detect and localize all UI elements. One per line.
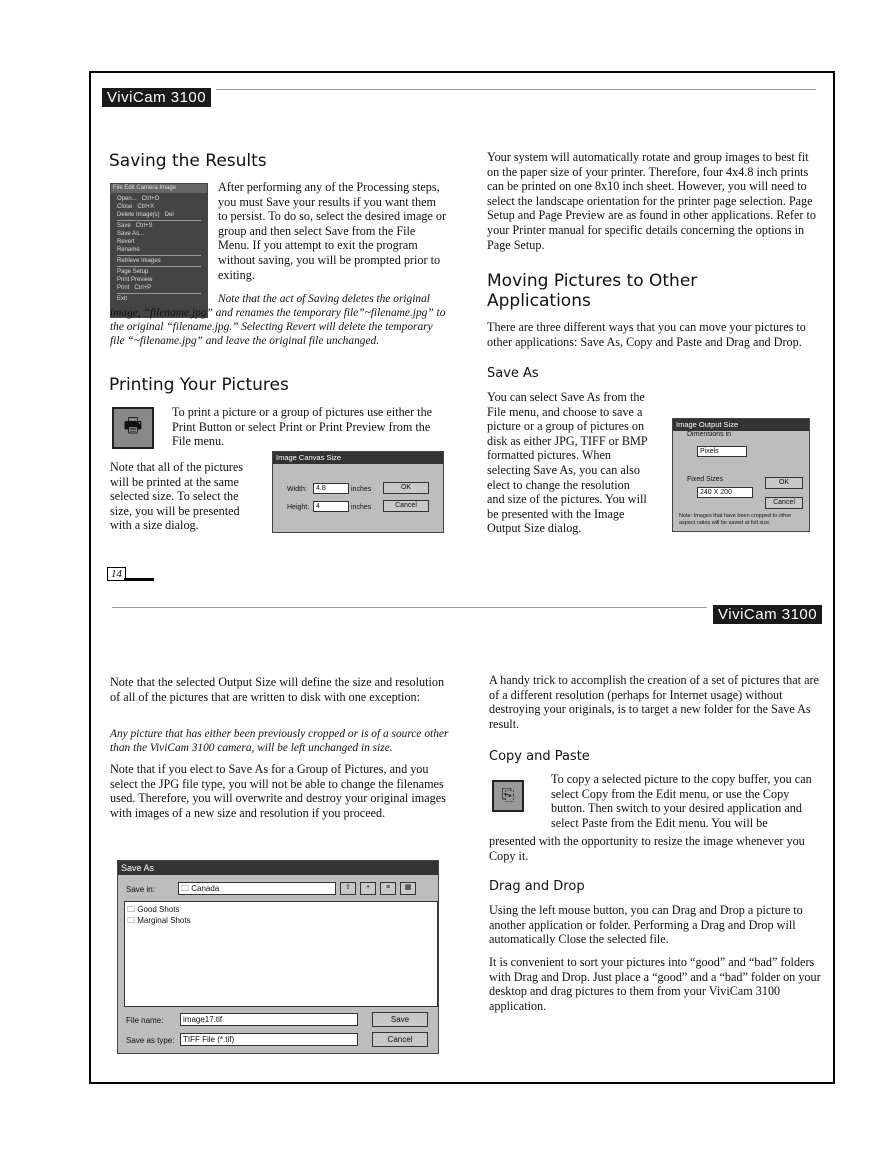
- list-item[interactable]: 🗀 Marginal Shots: [127, 916, 191, 925]
- new-folder-button[interactable]: +: [360, 882, 376, 895]
- save-type-select[interactable]: TIFF File (*.tif): [180, 1033, 358, 1046]
- output-cancel-button[interactable]: Cancel: [765, 497, 803, 509]
- saveas-text: You can select Save As from the File menu, and choose to save a picture or a group of pictures on disk as either JPG, TIFF or BMP formatted pictures. When selecting Save As, you can also elect to change the resolution and size of the pictures. You will be presented with the Image Output Size dialog.: [487, 390, 648, 536]
- image-canvas-size-dialog: [272, 451, 444, 533]
- moving-heading-2: Applications: [487, 291, 591, 311]
- menu-item[interactable]: Retrieve Images: [117, 258, 161, 264]
- width-input[interactable]: 4.8: [313, 483, 349, 494]
- canvas-ok-button[interactable]: OK: [383, 482, 429, 494]
- height-input[interactable]: 4: [313, 501, 349, 512]
- menu-item[interactable]: Exit: [117, 296, 128, 302]
- copy-text-1: To copy a selected picture to the copy buffer, you can select Copy from the Edit menu, or use the Copy button. Then switch to your desired application and select Paste from the Edit menu. You will be: [551, 772, 812, 830]
- brand-logo-bottom: ViviCam 3100: [713, 605, 822, 624]
- height-unit: inches: [351, 504, 372, 511]
- saveas-heading: Save As: [487, 366, 539, 381]
- height-label: Height:: [287, 504, 310, 511]
- moving-text: There are three different ways that you can move your pictures to other applications: Save As, Copy and Paste and Drag and Drop.: [487, 320, 806, 349]
- menu-bar-item[interactable]: Image: [159, 185, 177, 191]
- menu-item[interactable]: Delete Image(s) Del: [117, 212, 174, 218]
- saveas-dialog-title: Save As: [118, 861, 438, 875]
- fixed-sizes-select[interactable]: 240 X 200: [697, 487, 753, 498]
- menu-bar-item[interactable]: Edit: [124, 185, 137, 191]
- page-number-bar: [124, 578, 154, 581]
- width-unit: inches: [351, 486, 372, 493]
- printing-text-2: Note that all of the pictures will be printed at the same selected size. To select the size, you will be presented with a size dialog.: [110, 460, 244, 533]
- fixed-sizes-label: Fixed Sizes: [687, 476, 724, 483]
- drag-text-2: It is convenient to sort your pictures into “good” and “bad” folders with Drag and Drop. Just place a “good” and a “bad” folder on your desktop and drag pictures to them from your ViviCam 3100 application.: [489, 955, 821, 1013]
- save-button[interactable]: Save: [372, 1012, 428, 1027]
- output-note: Note: Images that have been cropped to other aspect ratios will be saved at full size.: [679, 513, 792, 526]
- brand-logo-top: ViviCam 3100: [102, 88, 211, 107]
- menu-items: [111, 193, 207, 305]
- menu-item[interactable]: Page Setup: [117, 269, 149, 275]
- right-intro-text: Your system will automatically rotate and group images to best fit on the paper size of your printer. Therefore, four 4x4.8 inch prints can be printed on one 8x10 inch sheet. However, you will need to select the landscape orientation for the printer page selection. Page Setup and Page Preview are as found in other applications. Refer to your Printer manual for specific details concerning the options in Page Setup.: [487, 150, 816, 252]
- menu-item[interactable]: Rename: [117, 247, 140, 253]
- folder-icon: 🗀: [181, 884, 192, 893]
- menu-item[interactable]: Print Ctrl+P: [117, 285, 152, 291]
- handy-trick-text: A handy trick to accomplish the creation of a set of pictures that are of a different resolution (perhaps for Internet usage) without destroying your originals, is to target a new folder for the Save As result.: [489, 673, 819, 731]
- menu-bar-item[interactable]: Camera: [136, 185, 160, 191]
- printer-icon: 🖶: [112, 407, 154, 449]
- save-in-select[interactable]: 🗀 Canada: [178, 882, 336, 895]
- printing-text-1: To print a picture or a group of pictures use either the Print Button or select Print or Print Preview from the File menu.: [172, 405, 433, 449]
- printing-heading: Printing Your Pictures: [109, 375, 289, 395]
- menu-item[interactable]: Print Preview: [117, 277, 153, 283]
- exception-note: Any picture that has either been previously cropped or is of a source other than the ViviCam 3100 camera, will be left unchanged in size.: [110, 728, 449, 754]
- saving-heading: Saving the Results: [109, 151, 267, 171]
- output-dialog-title: Image Output Size: [673, 419, 809, 431]
- folder-icon: 🗀: [127, 905, 138, 914]
- saving-note: Note that the act of Saving deletes the original image, “filename.jpg” and renames the temporary file”~filename.jpg” to the original “filename.jpg.” Selecting Revert will delete the temporary file “~filename.jpg” and leave the original file unchanged.: [110, 293, 446, 347]
- filename-label: File name:: [126, 1016, 164, 1025]
- menu-separator: [117, 255, 201, 256]
- image-output-size-dialog: [672, 418, 810, 532]
- canvas-cancel-button[interactable]: Cancel: [383, 500, 429, 512]
- details-view-button[interactable]: ▦: [400, 882, 416, 895]
- copy-paste-heading: Copy and Paste: [489, 749, 590, 764]
- save-as-dialog: [117, 860, 439, 1054]
- canvas-dialog-title: Image Canvas Size: [273, 452, 443, 464]
- list-view-button[interactable]: ≡: [380, 882, 396, 895]
- drag-drop-heading: Drag and Drop: [489, 879, 585, 894]
- menu-item[interactable]: Revert: [117, 239, 135, 245]
- saving-text: After performing any of the Processing steps, you must Save your results if you want them to persist. To do so, select the desired image or group and then select Save from the File Menu. If you attempt to exit the program without saving, you will be prompted prior to exiting.: [218, 180, 447, 282]
- file-list[interactable]: [124, 901, 438, 1007]
- filename-input[interactable]: image17.tif: [180, 1013, 358, 1026]
- output-size-text: Note that the selected Output Size will define the size and resolution of all of the pictures that are written to disk with one exception:: [110, 675, 445, 704]
- dimensions-label: Dimensions in: [687, 431, 731, 438]
- menu-separator: [117, 266, 201, 267]
- moving-heading-1: Moving Pictures to Other: [487, 271, 698, 291]
- save-type-label: Save as type:: [126, 1036, 175, 1045]
- menu-item[interactable]: Save Ctrl+S: [117, 223, 153, 229]
- group-save-warning: Note that if you elect to Save As for a Group of Pictures, and you select the JPG file type, you will not be able to change the filenames used. Therefore, you will overwrite and destroy your original images with images of a new size and resolution if you proceed.: [110, 762, 446, 820]
- cancel-button[interactable]: Cancel: [372, 1032, 428, 1047]
- up-folder-button[interactable]: ⇧: [340, 882, 356, 895]
- folder-icon: 🗀: [127, 916, 138, 925]
- header-rule-bottom: [112, 607, 707, 608]
- menu-bar-item[interactable]: File: [113, 185, 125, 191]
- width-label: Width:: [287, 486, 307, 493]
- menu-separator: [117, 220, 201, 221]
- save-in-label: Save in:: [126, 885, 155, 894]
- menu-item[interactable]: Close Ctrl+X: [117, 204, 155, 210]
- header-rule-top: [216, 89, 816, 90]
- output-ok-button[interactable]: OK: [765, 477, 803, 489]
- menu-item[interactable]: Save As...: [117, 231, 145, 237]
- drag-text-1: Using the left mouse button, you can Drag and Drop a picture to another application or folder. Performing a Drag and Drop will automatically Close the selected file.: [489, 903, 803, 947]
- dimensions-select[interactable]: Pixels: [697, 446, 747, 457]
- list-item[interactable]: 🗀 Good Shots: [127, 905, 180, 914]
- copy-text-2: presented with the opportunity to resize the image whenever you Copy it.: [489, 834, 805, 863]
- menu-item[interactable]: Open... Ctrl+O: [117, 196, 160, 202]
- menu-bar: [111, 184, 207, 193]
- copy-icon: ⎘: [492, 780, 524, 812]
- page-number: 14: [107, 567, 126, 581]
